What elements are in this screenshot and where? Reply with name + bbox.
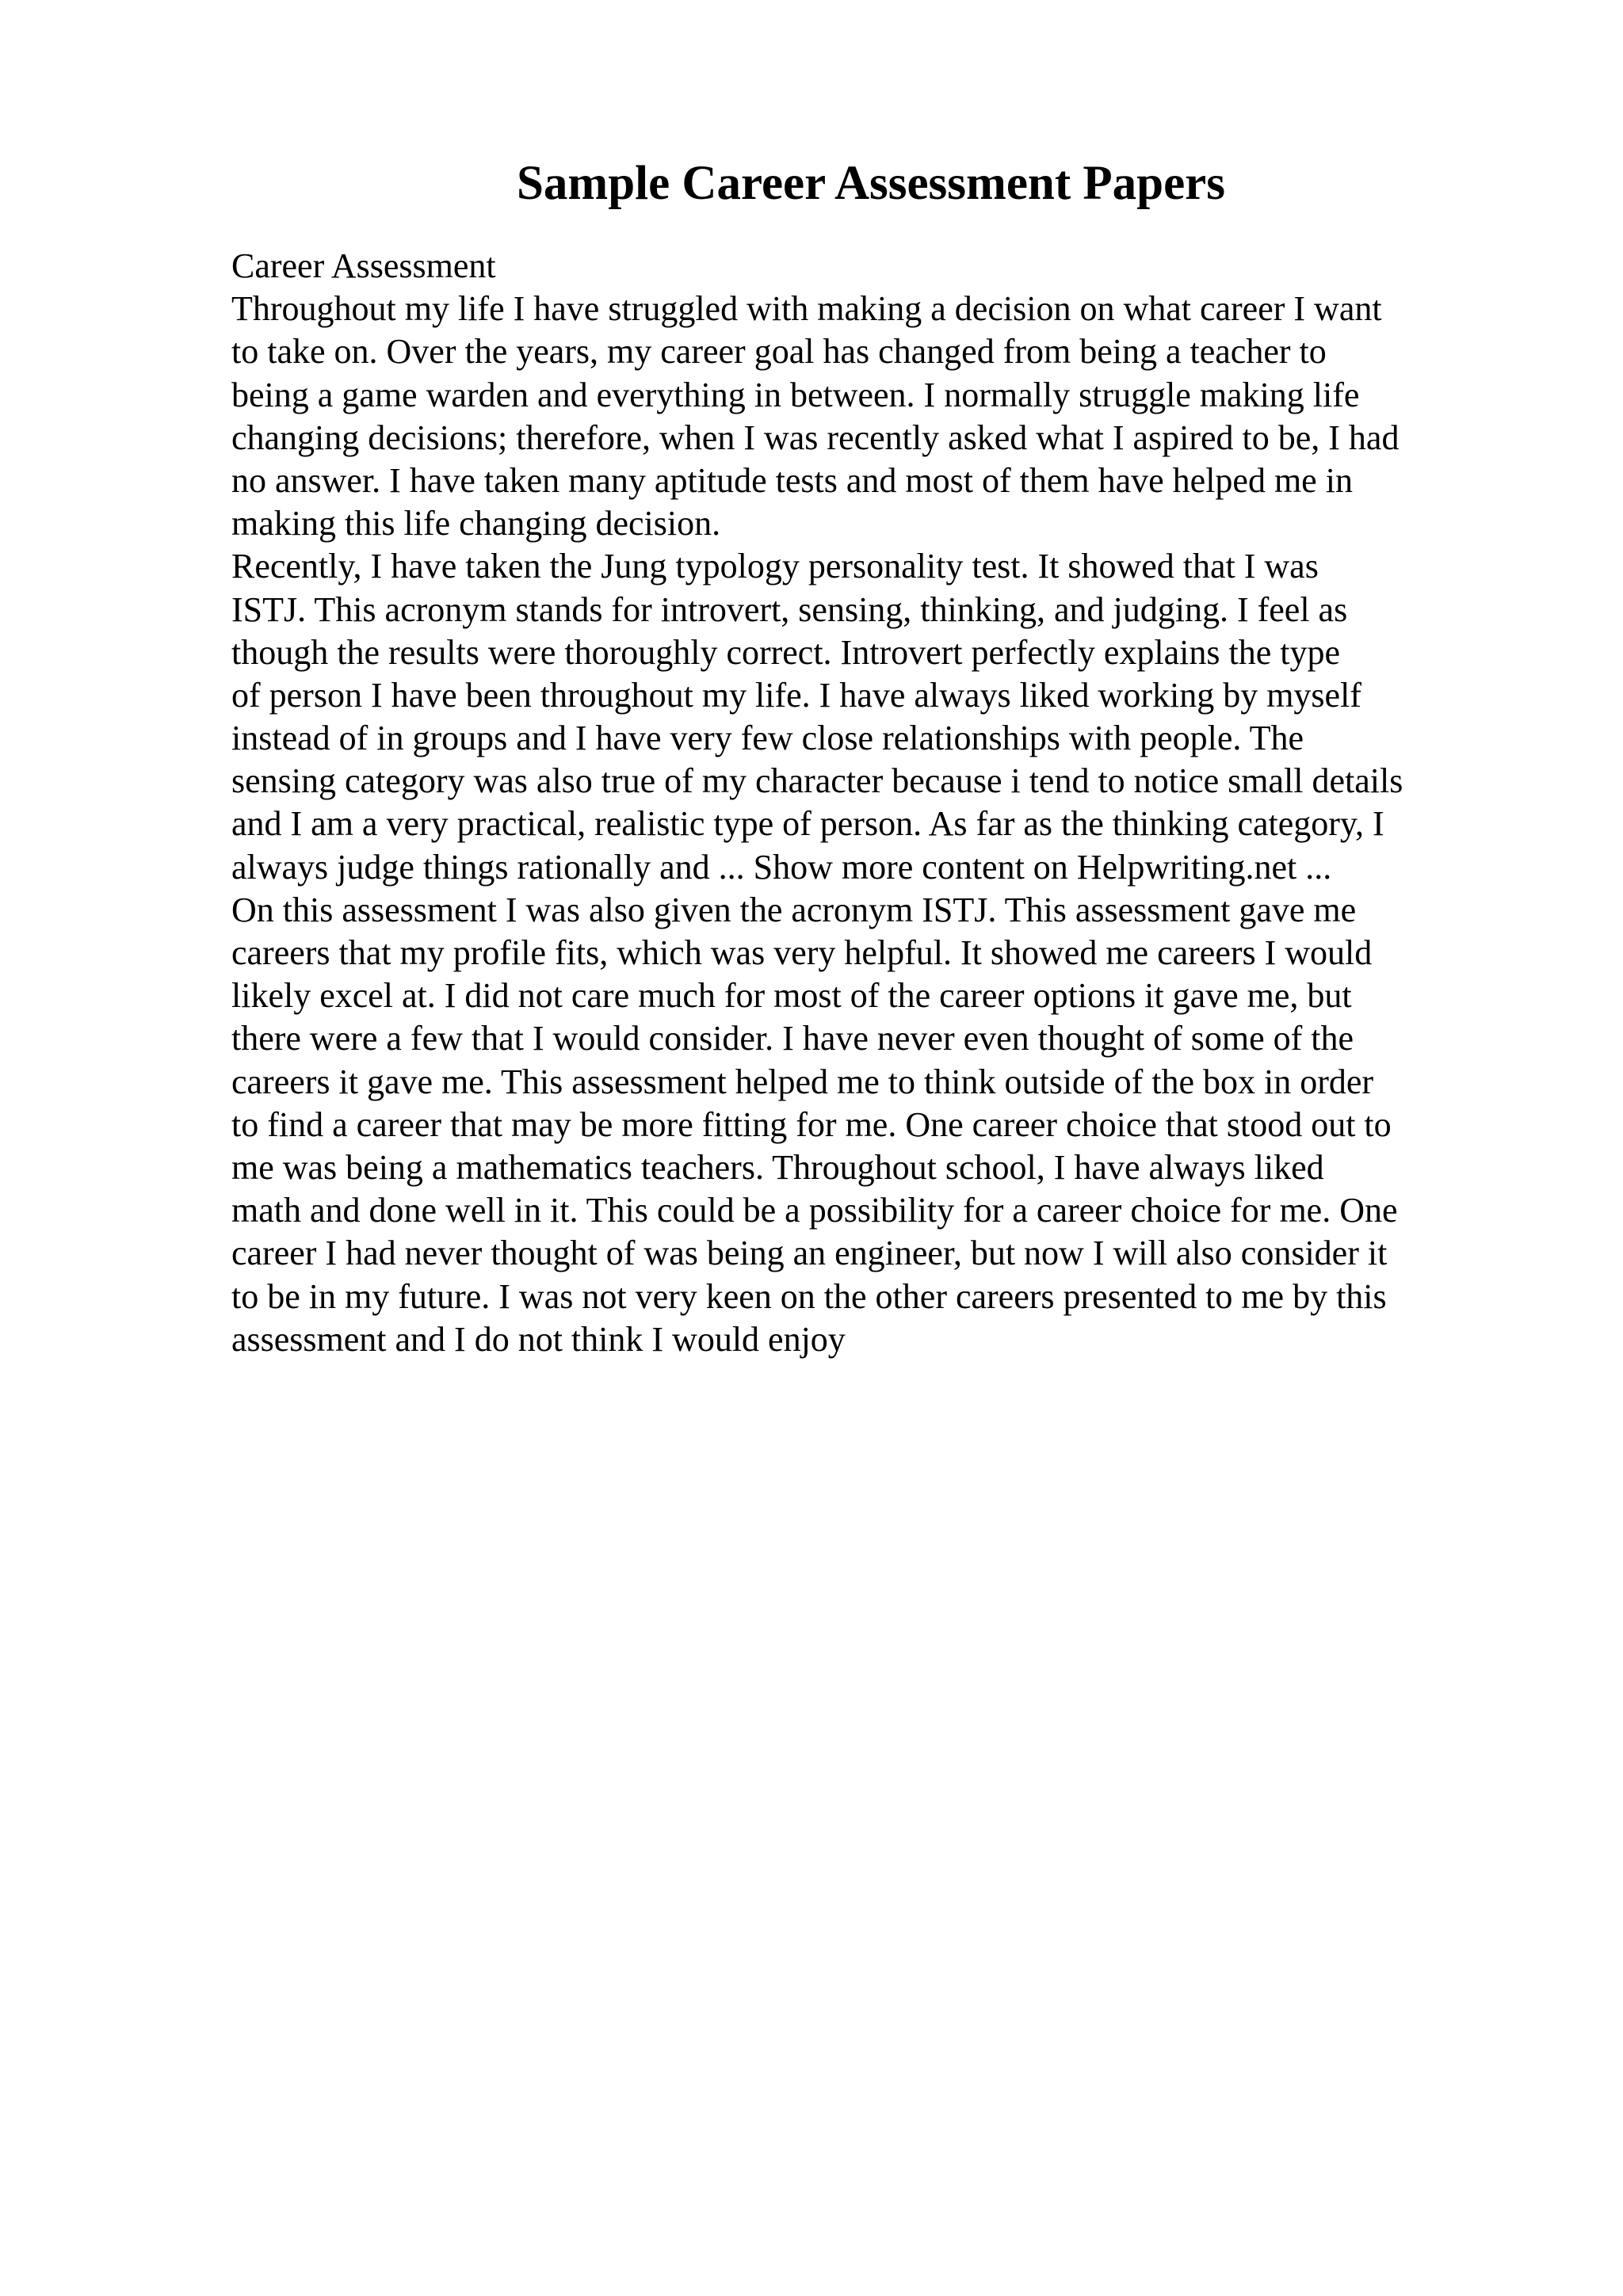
text-line: sensing category was also true of my character because i tend to notice small details <box>231 761 1403 801</box>
text-line: Recently, I have taken the Jung typology personality test. It showed that I was <box>231 547 1319 586</box>
text-line: being a game warden and everything in between. I normally struggle making life <box>231 375 1360 414</box>
text-line: ISTJ. This acronym stands for introvert, sensing, thinking, and judging. I feel as <box>231 589 1348 629</box>
text-line: changing decisions; therefore, when I was recently asked what I aspired to be, I had <box>231 418 1400 457</box>
text-line: making this life changing decision. <box>231 504 721 543</box>
text-line: always judge things rationally and ... Show more content on Helpwriting.net ... <box>231 847 1332 887</box>
text-line: Throughout my life I have struggled with making a decision on what career I want <box>231 289 1382 329</box>
text-line: me was being a mathematics teachers. Throughout school, I have always liked <box>231 1147 1324 1187</box>
document-title: Sample Career Assessment Papers <box>516 157 1225 210</box>
text-line: no answer. I have taken many aptitude tests and most of them have helped me in <box>231 460 1353 500</box>
text-line: assessment and I do not think I would enjoy <box>231 1319 846 1359</box>
text-line: On this assessment I was also given the acronym ISTJ. This assessment gave me <box>231 890 1357 929</box>
text-line: to be in my future. I was not very keen on the other careers presented to me by this <box>231 1276 1387 1316</box>
document-body <box>231 245 1484 1361</box>
text-line: and I am a very practical, realistic type of person. As far as the thinking category, I <box>231 804 1384 844</box>
text-line: career I had never thought of was being an engineer, but now I will also consider it <box>231 1234 1388 1273</box>
text-line: to find a career that may be more fitting for me. One career choice that stood out to <box>231 1104 1392 1144</box>
text-line: math and done well in it. This could be a possibility for a career choice for me. One <box>231 1191 1398 1230</box>
text-line: likely excel at. I did not care much for most of the career options it gave me, but <box>231 976 1352 1016</box>
text-line: careers it gave me. This assessment helped me to think outside of the box in order <box>231 1062 1374 1101</box>
text-line: there were a few that I would consider. I have never even thought of some of the <box>231 1019 1354 1058</box>
text-line: instead of in groups and I have very few close relationships with people. The <box>231 719 1304 758</box>
text-line: though the results were thoroughly correct. Introvert perfectly explains the type <box>231 632 1340 672</box>
text-line: of person I have been throughout my life. I have always liked working by myself <box>231 675 1361 715</box>
text-line: careers that my profile fits, which was very helpful. It showed me careers I would <box>231 933 1373 972</box>
section-heading: Career Assessment <box>231 246 496 285</box>
text-line: to take on. Over the years, my career goal has changed from being a teacher to <box>231 332 1327 372</box>
